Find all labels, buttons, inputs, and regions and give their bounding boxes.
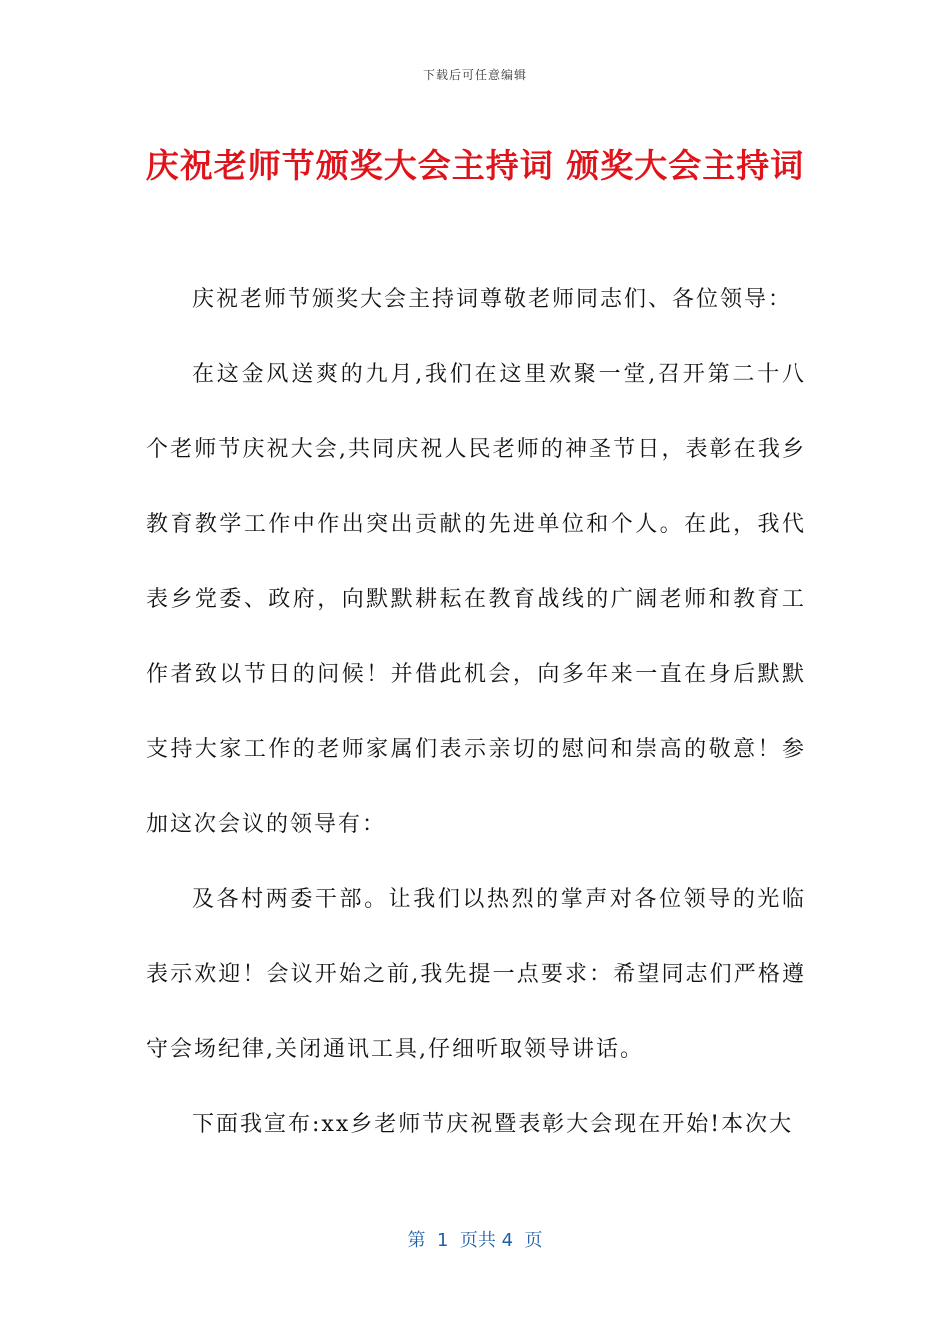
paragraph-opening: 在这金风送爽的九月,我们在这里欢聚一堂,召开第二十八个老师节庆祝大会,共同庆祝人民老师的神圣节日，表彰在我乡教育教学工作中作出突出贡献的先进单位和个人。在此，我代表乡党委、政府，向默默耕耘在教育战线的广阔老师和教育工作者致以节日的问候！并借此机会，向多年来一直在身后默默支持大家工作的老师家属们表示亲切的慰问和崇高的敬意！参加这次会议的领导有： <box>146 362 806 837</box>
paragraph-salutation: 庆祝老师节颁奖大会主持词尊敬老师同志们、各位领导： <box>192 287 793 312</box>
document-body <box>146 262 806 1162</box>
page-number-footer: 第 1 页共 4 页 <box>407 1230 543 1251</box>
paragraph-announcement: 下面我宣布:xx乡老师节庆祝暨表彰大会现在开始!本次大 <box>192 1112 794 1137</box>
document-title: 庆祝老师节颁奖大会主持词 颁奖大会主持词 <box>145 146 805 185</box>
paragraph-welcome: 及各村两委干部。让我们以热烈的掌声对各位领导的光临表示欢迎！会议开始之前,我先提一点要求：希望同志们严格遵守会场纪律,关闭通讯工具,仔细听取领导讲话。 <box>146 887 806 1062</box>
header-note: 下载后可任意编辑 <box>422 68 527 82</box>
